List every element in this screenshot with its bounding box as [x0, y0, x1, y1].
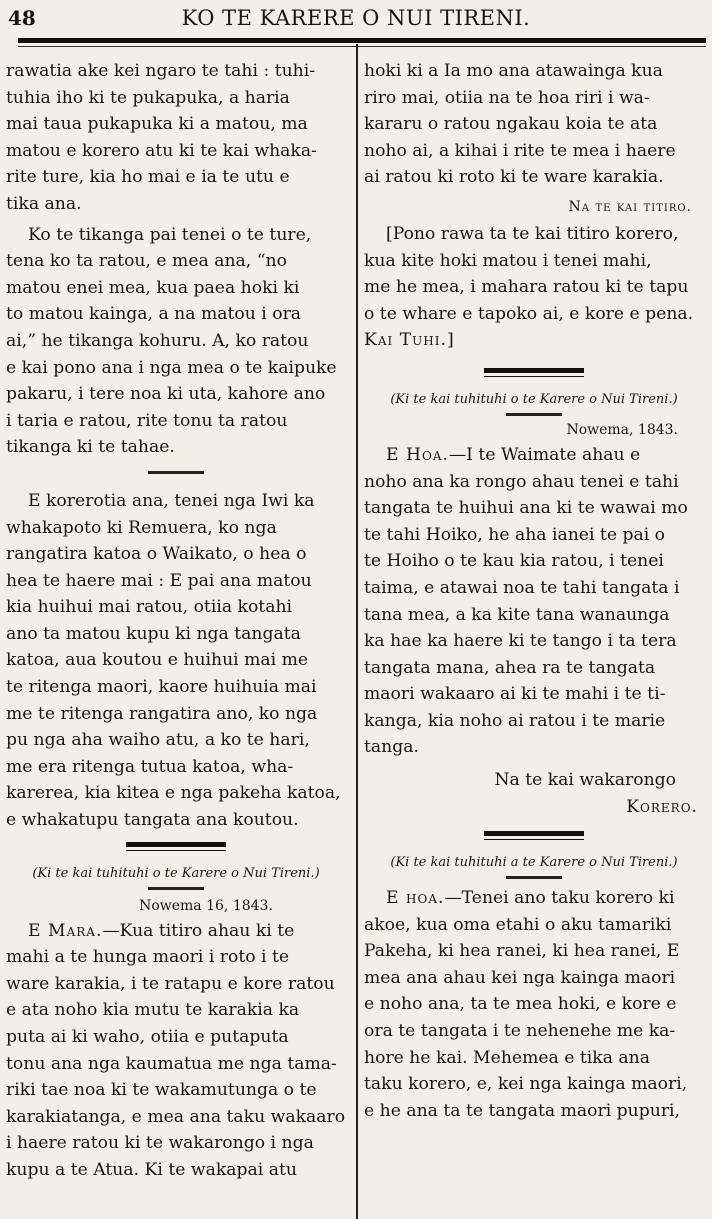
letter-1	[6, 918, 346, 1184]
text-line: Ko te tikanga pai tenei o te ture,	[28, 224, 312, 245]
right-column	[364, 58, 704, 1124]
text-line: pu nga aha waiho atu, a ko te hari,	[6, 730, 310, 751]
text-line: ano ta matou kupu ki nga tangata	[6, 623, 301, 644]
text-line: riro mai, otiia na te hoa riri i wa-	[364, 87, 650, 108]
text-line: whakapoto ki Remuera, ko nga	[6, 517, 277, 538]
text-line: Pakeha, ki hea ranei, ki hea ranei, E	[364, 941, 680, 962]
letter-2-salutation: E Hoa.	[386, 444, 449, 465]
text-line: me te ritenga rangatira ano, ko nga	[6, 703, 318, 724]
header-rule-thick	[18, 38, 706, 43]
text-line: mea ana ahau kei nga kainga maori	[364, 967, 676, 988]
letter-date: Nowema 16, 1843.	[139, 897, 273, 914]
editor-signature: Kai Tuhi.]	[364, 330, 455, 351]
text-line: tangata te huihui ana ki te wawai mo	[364, 498, 688, 519]
text-line: e whakatupu tangata ana koutou.	[6, 810, 299, 831]
left-column	[6, 58, 346, 1184]
text-line: i taria e ratou, rite tonu ta ratou	[6, 410, 288, 431]
text-line: kia huihui mai ratou, otiia kotahi	[6, 597, 293, 618]
letter-3-first-line: —Tenei ano taku korero ki	[444, 888, 675, 909]
text-line: tana mea, a ka kite tana wanaunga	[364, 604, 670, 625]
text-line: kararu o ratou ngakau koia te ata	[364, 114, 658, 135]
letter-3	[364, 885, 704, 1124]
letter-1-signature: Na te kai titiro.	[568, 198, 692, 215]
letter-1-continued	[364, 58, 704, 191]
text-line: puta ai ki waho, otiia e putaputa	[6, 1027, 289, 1047]
paragraph-3	[6, 488, 346, 834]
text-line: matou enei mea, kua paea hoki ki	[6, 277, 300, 298]
letter-2-first-line: —I te Waimate ahau e	[448, 444, 641, 465]
text-line: katoa, aua koutou e huihui mai me	[6, 650, 309, 671]
editor-note	[364, 221, 704, 354]
text-line: hoki ki a Ia mo ana atawainga kua	[364, 61, 663, 81]
text-line: ware karakia, i te ratapu e kore ratou	[6, 973, 335, 994]
letter-3-salutation: E hoa.	[386, 888, 445, 909]
text-line: tanga.	[364, 737, 419, 758]
letter-2-heading: (Ki te kai tuhituhi o te Karere o Nui Tireni.)	[390, 391, 678, 407]
letter-salutation: E Mara.	[28, 920, 103, 941]
letter-first-line: —Kua titiro ahau ki te	[102, 920, 295, 941]
text-line: e noho ana, ta te mea hoki, e kore e	[364, 994, 677, 1015]
text-line: te Hoiho o te kau kia ratou, i tenei	[364, 551, 664, 572]
text-line: ora te tangata i te nehenehe me ka-	[364, 1021, 676, 1042]
text-line: me era ritenga tutua katoa, wha-	[6, 756, 294, 777]
letter-heading: (Ki te kai tuhituhi o te Karere o Nui Tireni.)	[32, 865, 320, 881]
text-line: tuhia iho ki te pukapuka, a haria	[6, 87, 290, 108]
letter-2	[364, 442, 704, 761]
text-line: kanga, kia noho ai ratou i te marie	[364, 710, 666, 731]
running-title: KO TE KARERE O NUI TIRENI.	[181, 6, 531, 30]
text-line: tangata mana, ahea ra te tangata	[364, 657, 656, 678]
text-line: E korerotia ana, tenei nga Iwi ka	[28, 490, 315, 511]
section-rule	[506, 413, 562, 416]
page-number: 48	[8, 6, 36, 30]
text-line: kupu a te Atua. Ki te wakapai atu	[6, 1159, 297, 1180]
text-line: hore he kai. Mehemea e tika ana	[364, 1047, 650, 1068]
text-line: tika ana.	[6, 193, 82, 214]
text-line: taima, e atawai noa te tahi tangata i	[364, 577, 680, 598]
text-line: e he ana ta te tangata maori pupuri,	[364, 1100, 681, 1121]
text-line: tonu ana nga kaumatua me nga tama-	[6, 1053, 337, 1074]
text-line: mahi a te hunga maori i roto i te	[6, 947, 290, 968]
text-line	[6, 918, 346, 945]
text-line: te ritenga maori, kaore huihuia mai	[6, 677, 317, 698]
text-line: o te whare e tapoko ai, e kore e pena.	[364, 303, 694, 324]
section-rule	[148, 887, 204, 890]
text-line: kua kite hoki matou i tenei mahi,	[364, 250, 652, 271]
text-line: noho ai, a kihai i rite te mea i haere	[364, 140, 676, 161]
text-line: riki tae noa ki te wakamutunga o te	[6, 1080, 317, 1101]
text-line: tena ko ta ratou, e mea ana, “no	[6, 251, 287, 272]
text-line: e ata noho kia mutu te karakia ka	[6, 1000, 300, 1021]
paragraph-2	[6, 222, 346, 461]
text-line: noho ana ka rongo ahau tenei e tahi	[364, 471, 679, 492]
text-line	[364, 885, 704, 912]
text-line: i haere ratou ki te wakarongo i nga	[6, 1133, 314, 1154]
text-line: karerea, kia kitea e nga pakeha katoa,	[6, 783, 341, 804]
text-line: ai ratou ki roto ki te ware karakia.	[364, 167, 664, 188]
text-line: tikanga ki te tahae.	[6, 437, 175, 458]
text-line: rawatia ake kei ngaro te tahi : tuhi-	[6, 61, 316, 81]
text-line: rite ture, kia ho mai e ia te utu e	[6, 167, 290, 188]
text-line: ai,” he tikanga kohuru. A, ko ratou	[6, 330, 309, 351]
letter-3-heading: (Ki te kai tuhituhi a te Karere o Nui Tireni.)	[390, 855, 678, 871]
section-double-rule	[484, 831, 584, 840]
text-line: me he mea, i mahara ratou ki te tapu	[364, 277, 689, 298]
text-line: akoe, kua oma etahi o aku tamariki	[364, 914, 672, 935]
text-line: pakaru, i tere noa ki uta, kahore ano	[6, 384, 326, 405]
text-line: te tahi Hoiko, he aha ianei te pai o	[364, 524, 666, 545]
section-double-rule	[484, 368, 584, 377]
text-line: mai taua pukapuka ki a matou, ma	[6, 114, 308, 135]
letter-2-date: Nowema, 1843.	[566, 421, 678, 438]
text-line: karakiatanga, e mea ana taku wakaaro	[6, 1106, 346, 1127]
section-rule	[506, 876, 562, 879]
text-line: hea te haere mai : E pai ana matou	[6, 570, 312, 591]
text-line: taku korero, e, kei nga kainga maori,	[364, 1074, 688, 1095]
column-divider	[356, 44, 358, 1219]
section-double-rule	[126, 842, 226, 851]
text-line: e kai pono ana i nga mea o te kaipuke	[6, 357, 337, 378]
header-rule-thin	[18, 46, 706, 47]
section-rule	[148, 471, 204, 474]
text-line	[364, 442, 704, 469]
text-line: maori wakaaro ai ki te mahi i te ti-	[364, 684, 666, 705]
text-line: matou e korero atu ki te kai whaka-	[6, 140, 317, 161]
text-line: rangatira katoa o Waikato, o hea o	[6, 544, 307, 565]
text-line: ka hae ka haere ki te tango i ta tera	[364, 631, 677, 652]
paragraph-1	[6, 58, 346, 218]
text-line: [Pono rawa ta te kai titiro korero,	[386, 223, 679, 244]
text-line: to matou kainga, a na matou i ora	[6, 304, 302, 325]
page-header	[0, 0, 712, 34]
letter-2-signature-line2: Korero.	[626, 797, 698, 818]
letter-2-signature-line1: Na te kai wakarongo	[494, 770, 676, 791]
